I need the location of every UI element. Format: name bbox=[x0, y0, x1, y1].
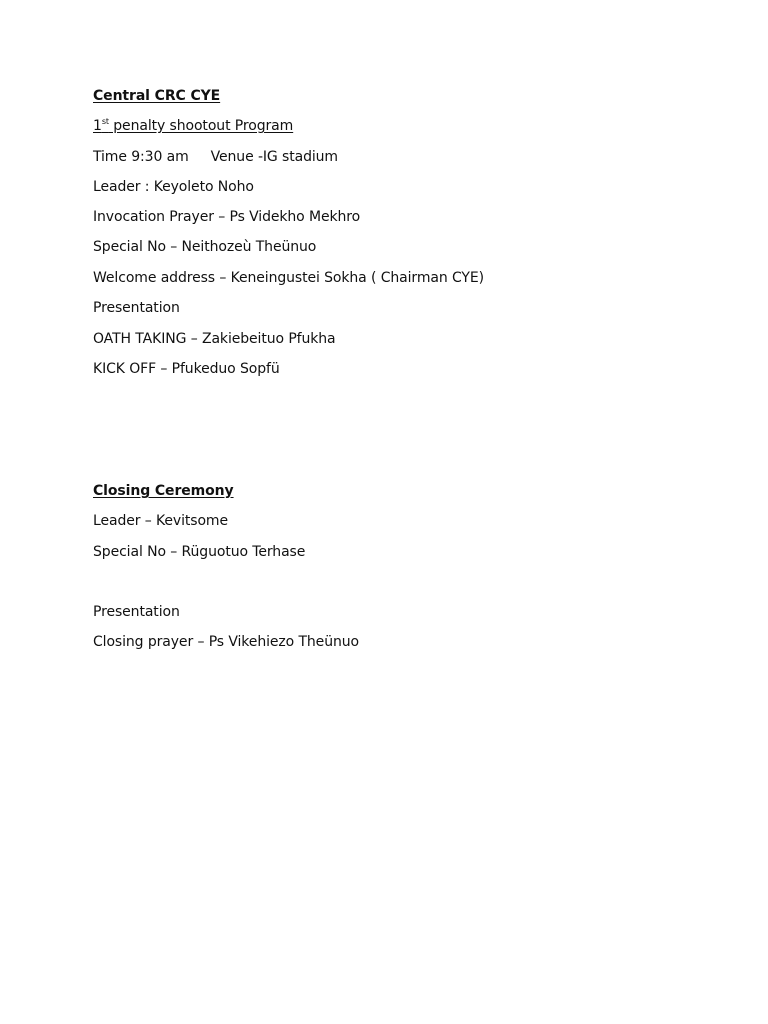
program-welcome: Welcome address – Keneingustei Sokha ( Chairman CYE) bbox=[93, 270, 484, 286]
subtitle-superscript: st bbox=[101, 117, 109, 126]
closing-prayer: Closing prayer – Ps Vikehiezo Theünuo bbox=[93, 634, 359, 650]
subtitle-number: 1 bbox=[93, 118, 102, 134]
time-venue-line bbox=[93, 148, 338, 166]
program-title: Central CRC CYE bbox=[93, 88, 221, 104]
program-leader: Leader : Keyoleto Noho bbox=[93, 179, 254, 195]
closing-leader: Leader – Kevitsome bbox=[93, 513, 228, 529]
closing-presentation: Presentation bbox=[93, 604, 180, 620]
time-text: Time 9:30 am bbox=[93, 149, 189, 165]
program-subtitle bbox=[93, 117, 293, 135]
program-special-no: Special No – Neithozeù Theünuo bbox=[93, 239, 317, 255]
program-oath: OATH TAKING – Zakiebeituo Pfukha bbox=[93, 331, 336, 347]
program-presentation: Presentation bbox=[93, 300, 180, 316]
program-invocation: Invocation Prayer – Ps Videkho Mekhro bbox=[93, 209, 361, 225]
program-kickoff: KICK OFF – Pfukeduo Sopfü bbox=[93, 361, 280, 377]
closing-special-no: Special No – Rüguotuo Terhase bbox=[93, 544, 306, 560]
closing-title: Closing Ceremony bbox=[93, 483, 234, 499]
subtitle-rest: penalty shootout Program bbox=[108, 118, 294, 134]
venue-text: Venue -IG stadium bbox=[210, 149, 338, 165]
